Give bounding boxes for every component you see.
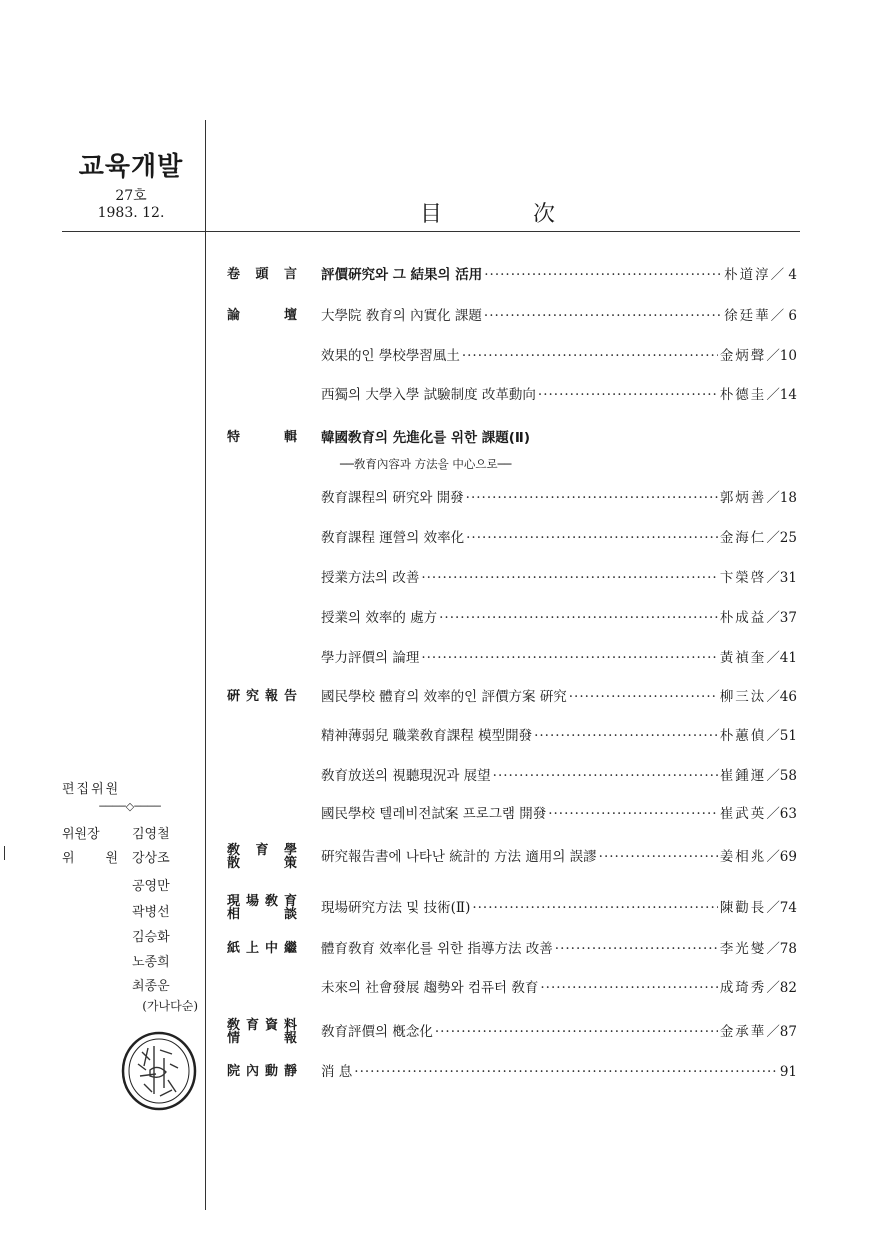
toc-entry-page: ／63: [766, 806, 797, 822]
toc-entry-title: 國民學校 體育의 效率的인 評價方案 硏究: [321, 689, 567, 705]
toc-entry: [227, 527, 797, 549]
toc-entry-title: 硏究報告書에 나타난 統計的 方法 適用의 誤謬: [321, 849, 597, 865]
toc-entry-page: ／ 4: [770, 267, 797, 283]
toc-entry: [227, 384, 797, 406]
issue-date: 1983. 12.: [97, 205, 165, 221]
issue-number: 27호: [115, 188, 147, 204]
toc-entry-page: ／87: [766, 1024, 797, 1040]
toc-entry: [227, 894, 797, 922]
editor-row: [62, 926, 198, 948]
toc-entry: [227, 1018, 797, 1046]
toc-entry-page: ／69: [766, 849, 797, 865]
leader-dots: [466, 527, 718, 549]
editor-role: 위원장: [62, 827, 100, 842]
toc-heading: 目 次: [420, 202, 597, 227]
editor-name: 김영철: [132, 827, 170, 842]
toc-entry-title: 學力評價의 論理: [321, 650, 420, 666]
toc-entry-page: ／58: [766, 768, 797, 784]
toc-entry-page: ／18: [766, 490, 797, 506]
toc-entry-author: 崔武英: [719, 806, 767, 822]
leader-dots: [538, 384, 718, 406]
toc-entry-author: 朴蕙偵: [719, 728, 767, 744]
toc-section-label: 敎育學 散 策: [227, 843, 297, 871]
toc-entry-page: ／25: [766, 530, 797, 546]
leader-dots: [466, 487, 718, 509]
editor-name: 노종희: [132, 955, 170, 970]
journal-title: 교육개발: [78, 152, 184, 182]
editor-row: [62, 975, 198, 997]
toc-entry: [227, 977, 797, 999]
toc-entry-title: 敎育課程 運營의 效率化: [321, 530, 465, 546]
toc-entry-page: ／78: [766, 941, 797, 957]
toc-entry-author: 金海仁: [719, 530, 767, 546]
toc-entry: [227, 607, 797, 629]
leader-dots: [555, 938, 718, 960]
editor-row: [62, 847, 198, 869]
toc-entry-page: ／ 6: [770, 308, 797, 324]
toc-entry-author: 朴成益: [719, 610, 767, 626]
toc-entry-page: ／51: [766, 728, 797, 744]
toc-entry-title: 評價硏究와 그 結果의 活用: [321, 267, 483, 283]
toc-entry-author: 李光燮: [719, 941, 767, 957]
toc-entry-author: 陳勸長: [719, 900, 767, 916]
toc-entry-author: 卞榮啓: [719, 570, 767, 586]
toc-section-label: 硏究報告: [227, 689, 297, 704]
leader-dots: [354, 1061, 778, 1083]
toc-entry: [227, 647, 797, 669]
editorial-board-separator: ────◇────: [99, 800, 161, 813]
toc-entry-page: ／46: [766, 689, 797, 705]
toc-entry: [227, 487, 797, 509]
toc-entry-title: 精神薄弱兒 職業敎育課程 模型開發: [321, 728, 533, 744]
toc-entry-author: 成琦秀: [719, 980, 767, 996]
leader-dots: [493, 765, 718, 787]
toc-entry-title: 大學院 敎育의 內實化 課題: [321, 308, 482, 324]
editor-role: 위 원: [62, 851, 118, 866]
editor-name: 공영만: [132, 879, 170, 894]
toc-section-label: 卷頭言: [227, 267, 297, 282]
toc-entry-title: 消 息: [321, 1064, 353, 1080]
leader-dots: [439, 607, 718, 629]
editor-name: 최종운: [132, 979, 170, 994]
toc-entry-page: ／31: [766, 570, 797, 586]
leader-dots: [548, 803, 718, 825]
horizontal-rule: [62, 231, 800, 232]
toc-entry-author: 柳三汰: [719, 689, 767, 705]
toc-entry-title: 敎育評價의 槪念化: [321, 1024, 433, 1040]
editor-row: [62, 951, 198, 973]
leader-dots: [421, 567, 717, 589]
toc-entry-title: 授業의 效率的 處方: [321, 610, 438, 626]
toc-entry-page: 91: [779, 1064, 797, 1080]
toc-entry-page: ／14: [766, 387, 797, 403]
toc-entry-title: 敎育課程의 硏究와 開發: [321, 490, 464, 506]
leader-dots: [540, 977, 717, 999]
vertical-rule: [205, 120, 206, 1210]
editorial-board-title: 편집위원: [62, 782, 121, 797]
toc-entry: [227, 567, 797, 589]
toc-section-label: 敎育資料 情 報: [227, 1018, 297, 1046]
toc-section-label: 現場敎育 相 談: [227, 894, 297, 922]
toc-entry: [227, 725, 797, 747]
toc-entry-title: 未來의 社會發展 趨勢와 컴퓨터 敎育: [321, 980, 539, 996]
editor-row: [62, 901, 198, 923]
toc-entry-author: 黃禎奎: [719, 650, 767, 666]
toc-entry: [227, 843, 797, 871]
toc-entry-title: 韓國敎育의 先進化를 위한 課題(Ⅱ): [321, 430, 530, 446]
toc-entry-page: ／74: [766, 900, 797, 916]
toc-entry-page: ／41: [766, 650, 797, 666]
toc-entry-author: 徐廷華: [724, 308, 771, 324]
toc-entry-page: ／10: [766, 348, 797, 364]
editor-row: [62, 823, 198, 845]
toc-entry: [227, 427, 797, 449]
editor-name: 강상조: [132, 851, 170, 866]
toc-entry-title: 授業方法의 改善: [321, 570, 420, 586]
toc-entry-page: ／82: [766, 980, 797, 996]
leader-dots: [462, 345, 718, 367]
toc-entry-author: 朴德圭: [719, 387, 767, 403]
toc-entry-title: 敎育放送의 視聽現況과 展望: [321, 768, 491, 784]
editorial-board-note: (가나다순): [142, 999, 198, 1013]
toc-section-label: 特 輯: [227, 430, 297, 445]
toc-entry: [227, 765, 797, 787]
toc-entry-author: 郭炳善: [719, 490, 767, 506]
editor-name: 김승화: [132, 930, 170, 945]
editor-row: [62, 875, 198, 897]
toc-entry: [227, 686, 797, 708]
toc-entry-title: 國民學校 텔레비전試案 프로그램 開發: [321, 806, 547, 822]
toc-entry-title: 效果的인 學校學習風土: [321, 348, 460, 364]
toc-entry-author: 金承華: [719, 1024, 767, 1040]
toc-entry: [227, 938, 797, 960]
seal-stamp-icon: [120, 1030, 198, 1112]
toc-entry-author: 金炳聲: [719, 348, 767, 364]
toc-section-label: 院內動靜: [227, 1064, 297, 1079]
leader-dots: [472, 897, 717, 919]
toc-entry: [227, 305, 797, 327]
toc-entry-author: 崔鍾運: [719, 768, 767, 784]
editor-name: 곽병선: [132, 905, 170, 920]
toc-entry-title: 體育敎育 效率化를 위한 指導方法 改善: [321, 941, 553, 957]
toc-entry: [227, 264, 797, 286]
toc-entry: [227, 345, 797, 367]
leader-dots: [435, 1021, 718, 1043]
toc-entry-author: 朴道淳: [724, 267, 771, 283]
toc-section-label: 紙上中繼: [227, 941, 297, 956]
toc-entry-title: 西獨의 大學入學 試驗制度 改革動向: [321, 387, 536, 403]
margin-mark: [4, 846, 5, 860]
leader-dots: [534, 725, 718, 747]
leader-dots: [599, 846, 718, 868]
toc-entry: [227, 1061, 797, 1083]
toc-entry-title: 現場硏究方法 및 技術(Ⅱ): [321, 900, 471, 916]
leader-dots: [484, 264, 722, 286]
leader-dots: [569, 686, 718, 708]
toc-section-label: 論 壇: [227, 308, 297, 323]
leader-dots: [421, 647, 717, 669]
leader-dots: [484, 305, 722, 327]
toc-entry-author: 姜相兆: [719, 849, 767, 865]
toc-entry: [227, 803, 797, 825]
toc-entry-page: ／37: [766, 610, 797, 626]
special-feature-subtitle: ──敎育內容과 方法을 中心으로──: [340, 457, 512, 471]
